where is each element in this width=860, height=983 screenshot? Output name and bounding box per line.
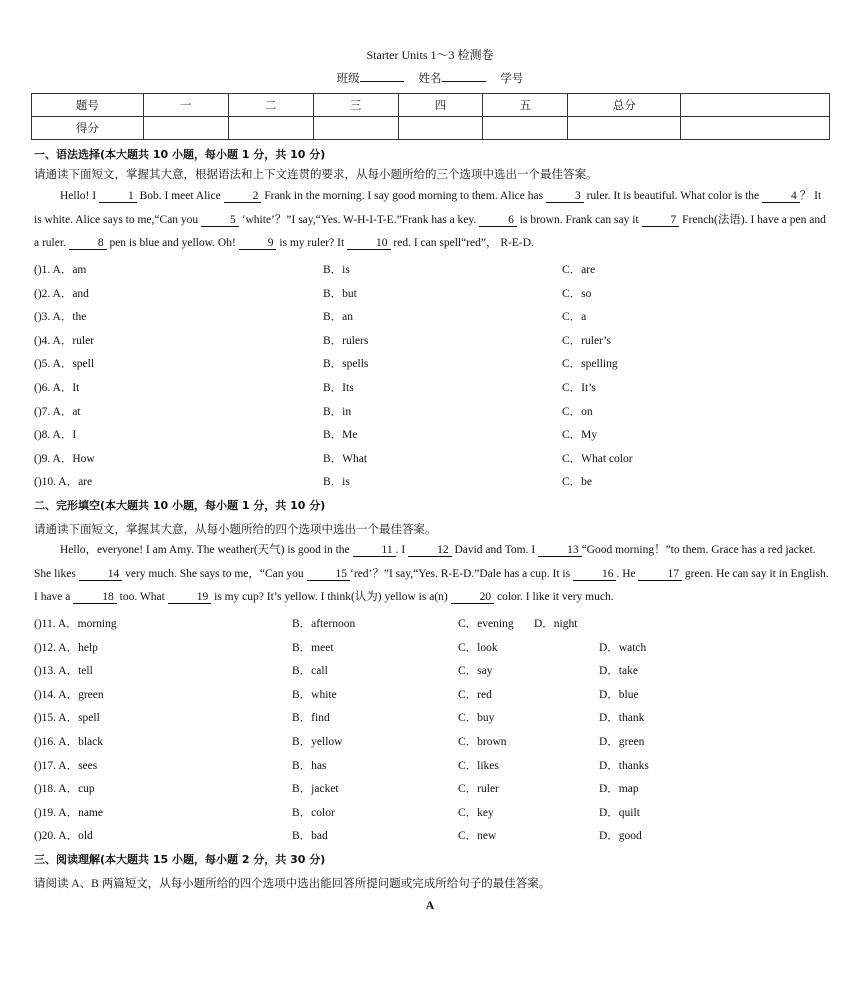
question-option-b[interactable]: B．is [323,476,350,489]
name-label: 姓名 [418,73,442,85]
passage-text: David and Tom. I [451,544,539,556]
question-option-d[interactable]: D．thanks [599,759,649,772]
class-label: 班级 [336,73,360,85]
score-cell[interactable] [483,117,568,140]
passage-text: green. He can say it in English. I have a [34,567,829,603]
question-option-b[interactable]: B．rulers [323,334,369,347]
passage-text: ‘red’？”I say,“Yes. R-E-D.”Dale has a cup. It is [350,567,573,580]
question-option-a[interactable]: ()8. A．I [34,429,77,442]
question-option-c[interactable]: C．on [562,405,593,418]
passage-text: Frank in the morning. I say good morning to them. Alice has [261,190,546,202]
table-cell: 四 [398,94,483,117]
question-option-b[interactable]: B．Me [323,429,358,442]
question-option-d[interactable]: D．take [599,665,638,678]
score-cell[interactable] [681,117,830,140]
passage-text: Hello，everyone! I am Amy. The weather(天气) is good in the [60,544,353,556]
question-option-c[interactable]: C．new [458,830,497,843]
question-option-a[interactable]: ()16. A．black [34,736,103,748]
passage-text: . He [616,567,639,580]
name-blank[interactable] [442,70,486,82]
question-option-c[interactable]: C．are [562,264,596,276]
question-option-c[interactable]: C．key [458,806,494,819]
question-option-d[interactable]: D．night [534,618,578,630]
answer-blank[interactable]: 12 [408,544,452,557]
passage-text: very much. She says to me，“Can you [122,567,307,580]
question-option-c[interactable]: C．so [562,287,592,300]
score-table-header-row [32,94,830,117]
table-cell: 题号 [32,94,144,117]
student-info-line [0,70,860,86]
question-option-c[interactable]: C．a [562,311,587,324]
answer-blank[interactable]: 5 [201,214,239,227]
answer-blank[interactable]: 10 [347,237,391,250]
answer-blank[interactable]: 15 [307,568,351,581]
score-cell[interactable] [228,117,313,140]
answer-blank[interactable]: 14 [79,568,123,581]
passage-text: ‘white’？”I say,“Yes. W-H-I-T-E.”Frank has a key. [238,213,480,226]
answer-blank[interactable]: 20 [451,591,495,604]
question-option-a[interactable]: ()15. A．spell [34,712,100,725]
question-option-a[interactable]: ()11. A．morning [34,618,117,630]
passage-text: is my cup? It’s yellow. I think(认为) yellow is a(n) [211,591,451,603]
answer-blank[interactable]: 17 [638,568,682,581]
score-cell[interactable] [313,117,398,140]
question-option-c[interactable]: C．red [458,688,492,701]
score-table-score-row [32,117,830,140]
answer-blank[interactable]: 7 [642,214,680,227]
answer-blank[interactable]: 8 [69,237,107,250]
question-option-a[interactable]: ()12. A．help [34,641,98,654]
passage-a-label: A [425,898,435,912]
question-option-c[interactable]: C．buy [458,712,495,725]
passage-text: Hello! I [60,190,99,202]
score-cell[interactable] [398,117,483,140]
question-option-b[interactable]: B．white [292,688,337,701]
answer-blank[interactable]: 4 [762,190,800,203]
question-option-a[interactable]: ()9. A．How [34,452,95,465]
table-cell: 二 [228,94,313,117]
answer-blank[interactable]: 2 [224,190,262,203]
question-option-c[interactable]: C．ruler [458,783,499,796]
score-table [31,93,830,140]
number-label: 学号 [500,73,524,85]
question-option-c[interactable]: C．look [458,641,498,654]
section3-heading: 三、阅读理解(本大题共 15 小题，每小题 2 分，共 30 分) [34,853,326,866]
question-option-a[interactable]: ()17. A．sees [34,759,98,772]
passage-text: red. I can spell“red”， R-E-D. [390,237,534,249]
question-option-b[interactable]: B．color [292,806,335,819]
table-cell: 五 [483,94,568,117]
passage-text: Bob. I meet Alice [136,190,224,202]
passage-text: French(法语). I have a pen and a ruler. [34,213,826,249]
table-cell: 三 [313,94,398,117]
table-cell: 总分 [568,94,681,117]
question-option-a[interactable]: ()14. A．green [34,688,104,701]
question-option-b[interactable]: B．is [323,264,350,276]
question-option-d[interactable]: D．watch [599,641,647,654]
section2-instruction: 请通读下面短文，掌握其大意，从每小题所给的四个选项中选出一个最佳答案。 [34,524,437,536]
passage-text: is brown. Frank can say it [516,213,642,226]
passage-text: . I [395,544,409,556]
question-option-b[interactable]: B．Its [323,382,354,394]
passage-text: too. What [116,591,168,603]
question-option-c[interactable]: C．brown [458,736,507,748]
answer-blank[interactable]: 6 [479,214,517,227]
passage-text: color. I like it very much. [494,591,614,603]
exam-title: Starter Units 1～3 检测卷 [366,48,494,62]
answer-blank[interactable]: 19 [168,591,212,604]
question-option-a[interactable]: ()19. A．name [34,806,103,819]
question-option-b[interactable]: B．afternoon [292,618,356,630]
answer-blank[interactable]: 13 [538,544,582,557]
passage-text: ruler. It is beautiful. What color is the [583,190,762,202]
question-option-b[interactable]: B．has [292,759,327,772]
section2-passage [34,539,830,610]
table-cell: 得分 [32,117,144,140]
answer-blank[interactable]: 18 [73,591,117,604]
question-option-a[interactable]: ()1. A．am [34,264,87,276]
question-option-c[interactable]: C．What color [562,452,633,465]
question-option-b[interactable]: B．What [323,452,368,465]
question-option-b[interactable]: B．spells [323,358,369,371]
question-option-b[interactable]: B．find [292,712,330,725]
score-cell[interactable] [143,117,228,140]
question-option-b[interactable]: B．an [323,311,354,324]
score-cell[interactable] [568,117,681,140]
passage-text: pen is blue and yellow. Oh! [106,237,239,249]
section1-instruction: 请通读下面短文，掌握其大意，根据语法和上下文连贯的要求，从每小题所给的三个选项中选出一个最佳答案。 [34,169,598,181]
question-option-b[interactable]: B．meet [292,641,334,654]
section1-heading: 一、语法选择(本大题共 10 小题，每小题 1 分，共 10 分) [34,148,326,161]
passage-text: ？ It is white. Alice says to me,“Can you [34,190,822,226]
question-option-c[interactable]: C．It’s [562,382,596,394]
section3-instruction: 请阅读 A、B 两篇短文，从每小题所给的四个选项中选出能回答所提问题或完成所给句子的最佳答案。 [34,878,551,890]
section1-passage [34,185,830,256]
question-option-b[interactable]: B．jacket [292,783,339,796]
question-option-a[interactable]: ()4. A．ruler [34,334,95,347]
answer-blank[interactable]: 16 [573,568,617,581]
question-option-c[interactable]: C．likes [458,759,499,772]
question-option-c[interactable]: C．My [562,429,598,442]
question-option-d[interactable]: D．thank [599,712,645,725]
question-option-c[interactable]: C．evening [458,618,514,630]
answer-blank[interactable]: 1 [99,190,137,203]
question-option-c[interactable]: C．be [562,476,593,489]
question-option-a[interactable]: ()6. A．It [34,382,80,394]
question-option-b[interactable]: B．yellow [292,736,343,748]
question-option-d[interactable]: D．green [599,736,645,748]
section2-heading: 二、完形填空(本大题共 10 小题，每小题 1 分，共 10 分) [34,499,326,512]
question-option-d[interactable]: D．quilt [599,806,640,819]
question-option-b[interactable]: B．bad [292,830,328,843]
question-option-a[interactable]: ()7. A．at [34,405,81,418]
passage-text: is my ruler? It [276,237,348,249]
table-cell: 一 [143,94,228,117]
answer-blank[interactable]: 9 [239,237,277,250]
question-option-a[interactable]: ()2. A．and [34,287,89,300]
passage-text: “Good morning！”to them. Grace has a red jacket. She likes [34,544,816,580]
question-option-c[interactable]: C．say [458,665,493,678]
question-option-a[interactable]: ()3. A．the [34,311,87,324]
question-option-d[interactable]: D．map [599,783,639,796]
question-option-a[interactable]: ()13. A．tell [34,665,93,678]
table-cell [681,94,830,117]
question-option-b[interactable]: B．but [323,287,357,300]
question-option-b[interactable]: B．in [323,405,352,418]
question-option-a[interactable]: ()18. A．cup [34,783,95,796]
class-blank[interactable] [360,70,404,82]
question-option-c[interactable]: C．spelling [562,358,618,371]
answer-blank[interactable]: 3 [546,190,584,203]
question-option-a[interactable]: ()5. A．spell [34,358,95,371]
question-option-b[interactable]: B．call [292,665,328,678]
question-option-d[interactable]: D．good [599,830,642,843]
question-option-d[interactable]: D．blue [599,688,639,701]
question-option-c[interactable]: C．ruler’s [562,334,611,347]
answer-blank[interactable]: 11 [353,544,396,557]
question-option-a[interactable]: ()20. A．old [34,830,93,843]
question-option-a[interactable]: ()10. A．are [34,476,93,489]
